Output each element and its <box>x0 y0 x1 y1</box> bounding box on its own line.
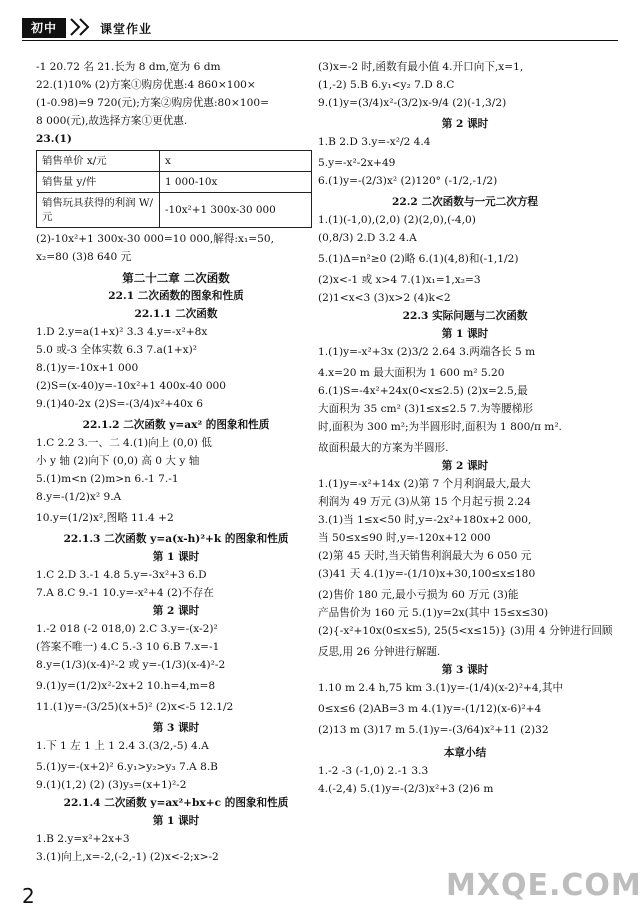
lesson-title: 第 1 课时 <box>152 815 200 827</box>
lesson-title: 第 1 课时 <box>152 551 200 563</box>
lesson-title: 第 3 课时 <box>441 664 489 676</box>
answer-line: (2)售价 180 元,最小亏损为 60 万元 (3)能 <box>318 589 519 601</box>
answer-line: 5.0 或-3 全体实数 6.3 7.a(1+x)² <box>36 344 197 356</box>
answer-line: 反思,用 26 分钟进行解题. <box>318 646 441 658</box>
answer-line: 9.(1)(1,2) (2) (3)y₃=(x+1)²-2 <box>36 779 187 791</box>
table-row <box>37 151 312 172</box>
answer-line: 1.-2 -3 (-1,0) 2.-1 3.3 <box>318 765 429 777</box>
lesson-title: 第 2 课时 <box>441 460 489 472</box>
answer-line: -1 20.72 名 21.长为 8 dm,宽为 6 dm <box>36 61 221 73</box>
subsection-title: 22.1.1 二次函数 <box>134 308 218 320</box>
page-header <box>22 14 618 41</box>
answer-line: 8.(1)y=-10x+1 000 <box>36 362 139 374</box>
answer-line: 4.(-2,4) 5.(1)y=-(2/3)x²+3 (2)6 m <box>318 783 494 795</box>
answer-line: 1.(1)y=-x²+14x (2)第 7 个月利润最大,最大 <box>318 478 531 490</box>
answer-line: (2)第 45 天时,当天销售利润最大为 6 050 元 <box>318 550 532 562</box>
answer-line: (3)41 天 4.(1)y=-(1/10)x+30,100≤x≤180 <box>318 568 536 580</box>
answer-line: 4.x=20 m 最大面积为 1 600 m² 5.20 <box>318 367 505 379</box>
answer-line: 0≤x≤6 (2)AB=3 m 4.(1)y=-(1/12)(x-6)²+4 <box>318 703 542 715</box>
answer-line: x₂=80 (3)8 640 元 <box>36 251 132 263</box>
section-title: 22.1 二次函数的图象和性质 <box>108 290 244 302</box>
table-cell: -10x²+1 300x-30 000 <box>160 193 312 228</box>
table-cell: 销售单价 x/元 <box>37 151 160 172</box>
lesson-title: 第 2 课时 <box>152 605 200 617</box>
page-subtitle: 课堂作业 <box>100 22 153 36</box>
answer-line: 5.(1)y=-(x+2)² 6.y₁>y₂>y₃ 7.A 8.B <box>36 761 218 773</box>
table-row <box>37 193 312 228</box>
double-chevron-icon <box>68 16 96 38</box>
right-column <box>318 60 612 803</box>
table-cell: x <box>160 151 312 172</box>
answer-line: 1.下 1 左 1 上 1 2.4 3.(3/2,-5) 4.A <box>36 740 209 752</box>
answer-line: 10.y=(1/2)x²,图略 11.4 +2 <box>36 512 174 524</box>
answer-line: 1.-2 018 (-2 018,0) 2.C 3.y=-(x-2)² <box>36 623 218 635</box>
answer-line: 8.y=(1/3)(x-4)²-2 或 y=-(1/3)(x-4)²-2 <box>36 659 226 671</box>
answer-line: 1.10 m 2.4 h,75 km 3.(1)y=-(1/4)(x-2)²+4,其中 <box>318 682 564 694</box>
answer-line: 1.B 2.y=x²+2x+3 <box>36 833 130 845</box>
answer-line: 1.(1)y=-x²+3x (2)3/2 2.64 3.两端各长 5 m <box>318 346 536 358</box>
answer-line: (2)S=(x-40)y=-10x²+1 400x-40 000 <box>36 380 227 392</box>
sales-table <box>36 150 312 228</box>
answer-line: 11.(1)y=-(3/25)(x+5)² (2)x<-5 12.1/2 <box>36 701 234 713</box>
answer-line: (2)x<-1 或 x>4 7.(1)x₁=1,x₂=3 <box>318 274 481 286</box>
section-title: 22.2 二次函数与一元二次方程 <box>391 196 539 208</box>
lesson-title: 第 3 课时 <box>152 722 200 734</box>
answer-line: 23.(1) <box>36 133 72 145</box>
answer-line: (3)x=-2 时,函数有最小值 4.开口向下,x=1, <box>318 61 524 73</box>
answer-line: 1.C 2.2 3.一、二 4.(1)向上 (0,0) 低 <box>36 437 212 449</box>
answer-line: 8.y=-(1/2)x² 9.A <box>36 491 122 503</box>
section-title: 22.3 实际问题与二次函数 <box>402 310 528 322</box>
table-row <box>37 172 312 193</box>
watermark: MXQE.COM <box>446 868 642 903</box>
answer-line: 9.(1)y=(3/4)x²-(3/2)x-9/4 (2)(-1,3/2) <box>318 97 507 109</box>
subsection-title: 22.1.2 二次函数 y=ax² 的图象和性质 <box>82 419 270 431</box>
answer-line: 6.(1)y=-(2/3)x² (2)120° (-1/2,-1/2) <box>318 175 498 187</box>
lesson-title: 第 2 课时 <box>441 118 489 130</box>
answer-line: 大面积为 35 cm² (3)1≤x≤2.5 7.为等腰梯形 <box>318 403 533 415</box>
level-badge: 初中 <box>22 18 66 38</box>
answer-line: 9.(1)40-2x (2)S=-(3/4)x²+40x 6 <box>36 398 203 410</box>
table-cell: 销售量 y/件 <box>37 172 160 193</box>
answer-line: (0,8/3) 2.D 3.2 4.A <box>318 232 417 244</box>
answer-line: (2)-10x²+1 300x-30 000=10 000,解得:x₁=50, <box>36 233 274 245</box>
answer-line: 1.(1)(-1,0),(2,0) (2)(2,0),(-4,0) <box>318 214 476 226</box>
answer-line: 1.B 2.D 3.y=-x²/2 4.4 <box>318 136 431 148</box>
answer-line: (2)13 m (3)17 m 5.(1)y=-(3/64)x²+11 (2)32 <box>318 724 549 736</box>
answer-line: (2){-x²+10x(0≤x≤5), 25(5<x≤15)} (3)用 4 分钟进行回顾 <box>318 625 613 637</box>
answer-line: (1-0.98)=9 720(元);方案②购房优惠:80×100= <box>36 97 269 109</box>
answer-line: 1.C 2.D 3.-1 4.8 5.y=-3x²+3 6.D <box>36 569 207 581</box>
answer-line: 9.(1)y=(1/2)x²-2x+2 10.h=4,m=8 <box>36 680 216 692</box>
answer-line: 小 y 轴 (2)向下 (0,0) 高 0 大 y 轴 <box>36 455 200 467</box>
answer-line: 利润为 49 万元 (3)从第 15 个月起亏损 2.24 <box>318 496 531 508</box>
answer-line: 22.(1)10% (2)方案①购房优惠:4 860×100× <box>36 79 256 91</box>
answer-line: (答案不唯一) 4.C 5.-3 10 6.B 7.x=-1 <box>36 641 220 653</box>
answer-line: 5.(1)Δ=n²≥0 (2)略 6.(1)(4,8)和(-1,1/2) <box>318 253 519 265</box>
answer-line: 时,面积为 300 m²;为半圆形时,面积为 1 800/π m². <box>318 421 562 433</box>
answer-line: 5.(1)m<n (2)m>n 6.-1 7.-1 <box>36 473 179 485</box>
answer-line: 5.y=-x²-2x+49 <box>318 157 396 169</box>
answer-line: 当 50≤x≤90 时,y=-120x+12 000 <box>318 532 491 544</box>
answer-line: 7.A 8.C 9.-1 10.y=-x²+4 (2)不存在 <box>36 587 214 599</box>
table-cell: 销售玩具获得的利润 W/元 <box>37 193 160 228</box>
answer-line: 3.(1)向上,x=-2,(-2,-1) (2)x<-2;x>-2 <box>36 851 219 863</box>
answer-line: 8 000(元),故选择方案①更优惠. <box>36 115 188 127</box>
answer-line: 1.D 2.y=a(1+x)² 3.3 4.y=-x²+8x <box>36 326 208 338</box>
answer-line: 故面积最大的方案为半圆形. <box>318 442 449 454</box>
table-cell: 1 000-10x <box>160 172 312 193</box>
lesson-title: 第 1 课时 <box>441 328 489 340</box>
page-number: 2 <box>22 884 35 908</box>
summary-title: 本章小结 <box>443 747 487 759</box>
answer-line: 6.(1)S=-4x²+24x(0<x≤2.5) (2)x=2.5,最 <box>318 385 528 397</box>
answer-line: (1,-2) 5.B 6.y₁<y₂ 7.D 8.C <box>318 79 455 91</box>
answer-line: (2)1<x<3 (3)x>2 (4)k<2 <box>318 292 451 304</box>
answer-line: 产品售价为 160 元 5.(1)y=2x(其中 15≤x≤30) <box>318 607 549 619</box>
subsection-title: 22.1.4 二次函数 y=ax²+bx+c 的图象和性质 <box>63 797 289 809</box>
left-column <box>36 60 316 868</box>
answer-line: 3.(1)当 1≤x<50 时,y=-2x²+180x+2 000, <box>318 514 532 526</box>
subsection-title: 22.1.3 二次函数 y=a(x-h)²+k 的图象和性质 <box>63 533 289 545</box>
chapter-title: 第二十二章 二次函数 <box>122 271 230 285</box>
